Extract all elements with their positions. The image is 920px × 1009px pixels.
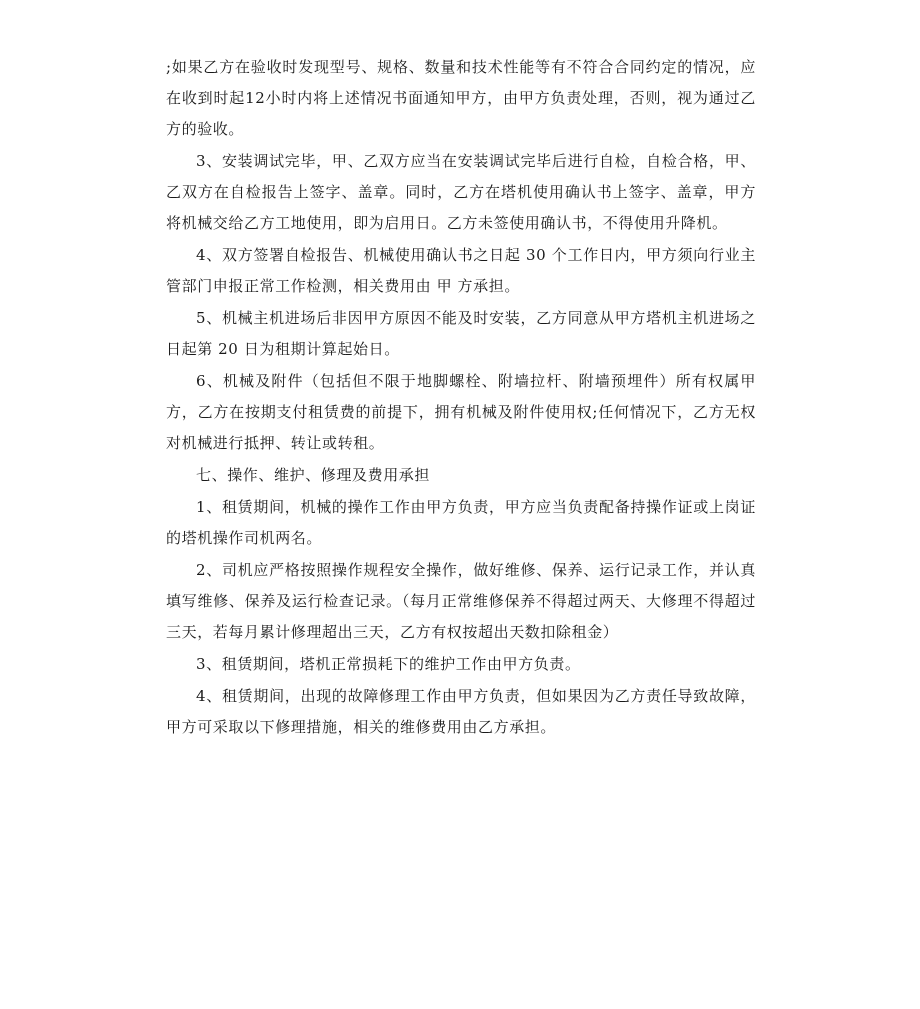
paragraph-clause-7-3-maintenance: 3、租赁期间，塔机正常损耗下的维护工作由甲方负责。 [196,655,581,673]
section-heading-7: 七、操作、维护、修理及费用承担 [196,466,431,484]
paragraph-clause-7-1-operation: 1、租赁期间，机械的操作工作由甲方负责，甲方应当负责配备持操作证或上岗证的塔机操作司机两名。 [166,498,756,547]
document-body [166,52,756,744]
paragraph-clause-6-ownership: 6、机械及附件（包括但不限于地脚螺栓、附墙拉杆、附墙预埋件）所有权属甲方，乙方在按期支付租赁费的前提下，拥有机械及附件使用权;任何情况下，乙方无权对机械进行抵押、转让或转租。 [166,372,756,452]
paragraph-clause-4-inspection: 4、双方签署自检报告、机械使用确认书之日起 30 个工作日内，甲方须向行业主管部门申报正常工作检测，相关费用由 甲 方承担。 [166,246,756,295]
paragraph-clause-5-lease-start: 5、机械主机进场后非因甲方原因不能及时安装，乙方同意从甲方塔机主机进场之日起第 20 日为租期计算起始日。 [166,309,756,358]
paragraph-clause-7-2-driver: 2、司机应严格按照操作规程安全操作，做好维修、保养、运行记录工作，并认真填写维修、保养及运行检查记录。（每月正常维修保养不得超过两天、大修理不得超过三天，若每月累计修理超出三天，乙方有权按超出天数扣除租金） [166,561,756,641]
paragraph-clause-3-installation: 3、安装调试完毕，甲、乙双方应当在安装调试完毕后进行自检，自检合格，甲、乙双方在自检报告上签字、盖章。同时，乙方在塔机使用确认书上签字、盖章，甲方将机械交给乙方工地使用，即为启用日。乙方未签使用确认书，不得使用升降机。 [166,152,756,232]
paragraph-clause-7-4-repair: 4、租赁期间，出现的故障修理工作由甲方负责，但如果因为乙方责任导致故障，甲方可采取以下修理措施，相关的维修费用由乙方承担。 [166,687,756,736]
paragraph-acceptance-clause: ;如果乙方在验收时发现型号、规格、数量和技术性能等有不符合合同约定的情况，应在收到时起12小时内将上述情况书面通知甲方，由甲方负责处理，否则，视为通过乙方的验收。 [166,58,756,138]
